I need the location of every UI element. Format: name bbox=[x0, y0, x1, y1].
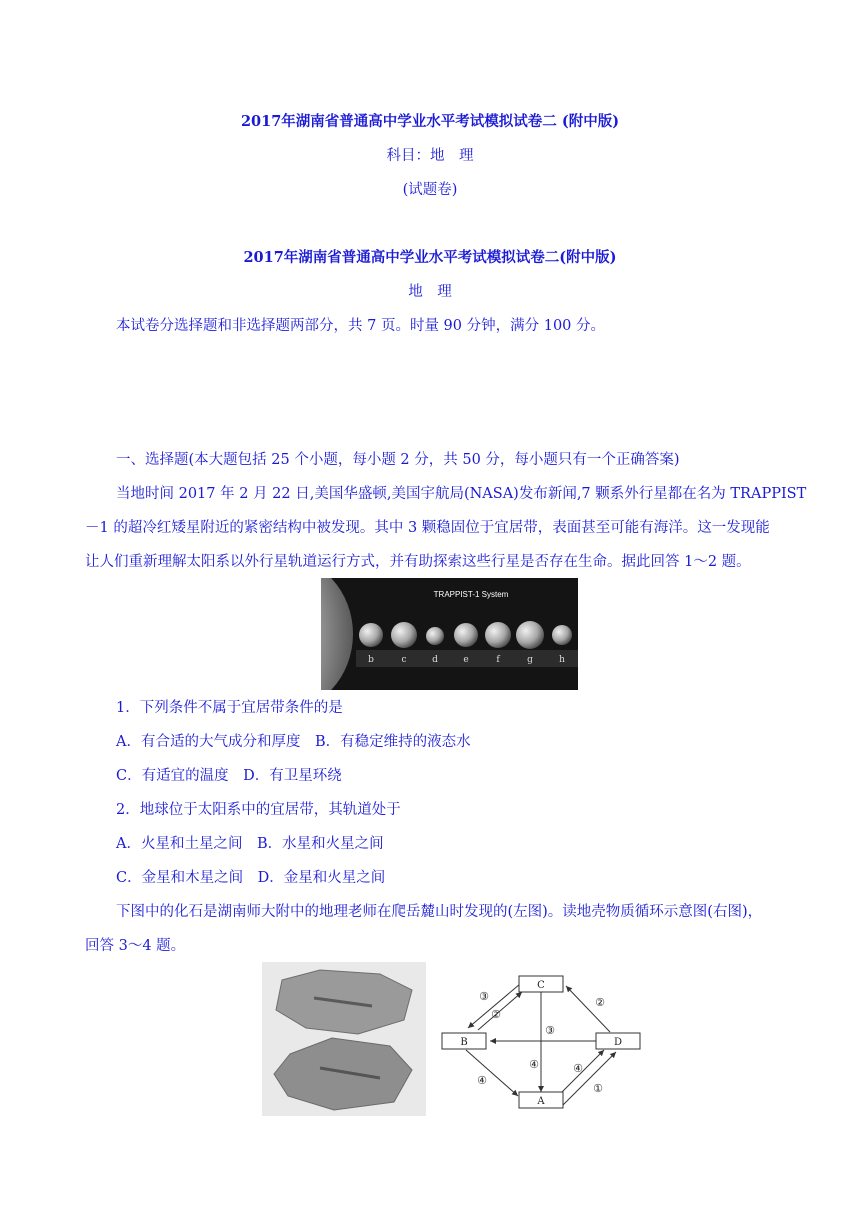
arrow-c-to-b bbox=[468, 984, 520, 1028]
trappist-system-graphic bbox=[321, 578, 578, 690]
passage1-line3: 让人们重新理解太阳系以外行星轨道运行方式，并有助探索这些行星是否存在生命。据此回答 1～2 题。 bbox=[85, 554, 751, 570]
arrow-a-to-d-outer bbox=[562, 1052, 616, 1106]
planet-g bbox=[516, 621, 544, 649]
planet-label-c: c bbox=[401, 655, 407, 665]
section-heading: 一、选择题(本大题包括 25 个小题，每小题 2 分，共 50 分，每小题只有一个正确答案) bbox=[116, 452, 680, 468]
rock-cycle-graphic bbox=[438, 972, 644, 1112]
fossil-graphic bbox=[262, 962, 426, 1116]
arrow-label-a-to-d-outer: ① bbox=[593, 1082, 603, 1095]
passage1-line2: －1 的超冷红矮星附近的紧密结构中被发现。其中 3 颗稳固位于宜居带，表面甚至可能有海洋。这一发现能 bbox=[85, 520, 770, 536]
arrow-label-d-to-c: ② bbox=[595, 996, 605, 1009]
subject-heading: 地 理 bbox=[408, 284, 452, 300]
document-title: 2017年湖南省普通高中学业水平考试模拟试卷二 (附中版) bbox=[240, 113, 620, 130]
planet-b bbox=[359, 623, 383, 647]
node-c-label: C bbox=[537, 980, 545, 991]
planet-d bbox=[426, 627, 444, 645]
passage2-line1: 下图中的化石是湖南师大附中的地理老师在爬岳麓山时发现的(左图)。读地壳物质循环示意图(右图)， bbox=[116, 904, 763, 920]
planet-e bbox=[454, 623, 478, 647]
intro-text: 本试卷分选择题和非选择题两部分，共 7 页。时量 90 分钟，满分 100 分。 bbox=[116, 318, 606, 334]
node-d-label: D bbox=[613, 1037, 623, 1048]
planet-h bbox=[552, 625, 572, 645]
node-a-label: A bbox=[537, 1096, 545, 1107]
figure-title: TRAPPIST-1 System bbox=[433, 590, 509, 599]
paper-type: (试题卷) bbox=[402, 182, 458, 198]
question-1-options-ab: A．有合适的大气成分和厚度 B．有稳定维持的液态水 bbox=[116, 734, 471, 750]
node-b-label: B bbox=[460, 1037, 468, 1048]
arrow-b-to-a bbox=[466, 1050, 518, 1096]
planet-label-f: f bbox=[496, 655, 500, 665]
planet-c bbox=[391, 622, 417, 648]
question-2-stem: 2．地球位于太阳系中的宜居带，其轨道处于 bbox=[116, 802, 401, 818]
arrow-d-to-c bbox=[566, 986, 610, 1032]
passage1-line1: 当地时间 2017 年 2 月 22 日,美国华盛顿,美国宇航局(NASA)发布新闻,7 颗系外行星都在名为 TRAPPIST bbox=[116, 486, 807, 502]
question-2-options-cd: C．金星和木星之间 D．金星和火星之间 bbox=[116, 870, 386, 886]
arrow-label-b-to-a: ④ bbox=[477, 1074, 487, 1087]
subject-line: 科目：地 理 bbox=[386, 148, 474, 164]
question-2-options-ab: A．火星和土星之间 B．水星和火星之间 bbox=[116, 836, 384, 852]
trappist-system-figure bbox=[321, 578, 578, 690]
question-1-options-cd: C．有适宜的温度 D．有卫星环绕 bbox=[116, 768, 342, 784]
planet-label-e: e bbox=[463, 655, 469, 665]
planet-label-d: d bbox=[432, 655, 438, 665]
planet-f bbox=[485, 622, 511, 648]
fossil-rock-bottom bbox=[274, 1038, 412, 1110]
star-shape bbox=[321, 578, 353, 690]
planet-label-b: b bbox=[368, 655, 374, 665]
planet-label-h: h bbox=[559, 655, 565, 665]
arrow-label-c-to-a: ④ bbox=[529, 1058, 539, 1071]
arrow-label-a-to-d-inner: ④ bbox=[573, 1062, 583, 1075]
passage2-line2: 回答 3～4 题。 bbox=[85, 938, 186, 954]
fossil-photo bbox=[262, 962, 426, 1116]
arrow-label-b-to-c: ② bbox=[491, 1008, 501, 1021]
question-1-stem: 1．下列条件不属于宜居带条件的是 bbox=[116, 700, 343, 716]
exam-title: 2017年湖南省普通高中学业水平考试模拟试卷二(附中版) bbox=[243, 249, 617, 266]
planet-label-g: g bbox=[527, 655, 533, 665]
arrow-label-c-to-b: ③ bbox=[479, 990, 489, 1003]
rock-cycle-diagram bbox=[438, 972, 644, 1112]
arrow-label-d-to-b: ③ bbox=[545, 1024, 555, 1037]
